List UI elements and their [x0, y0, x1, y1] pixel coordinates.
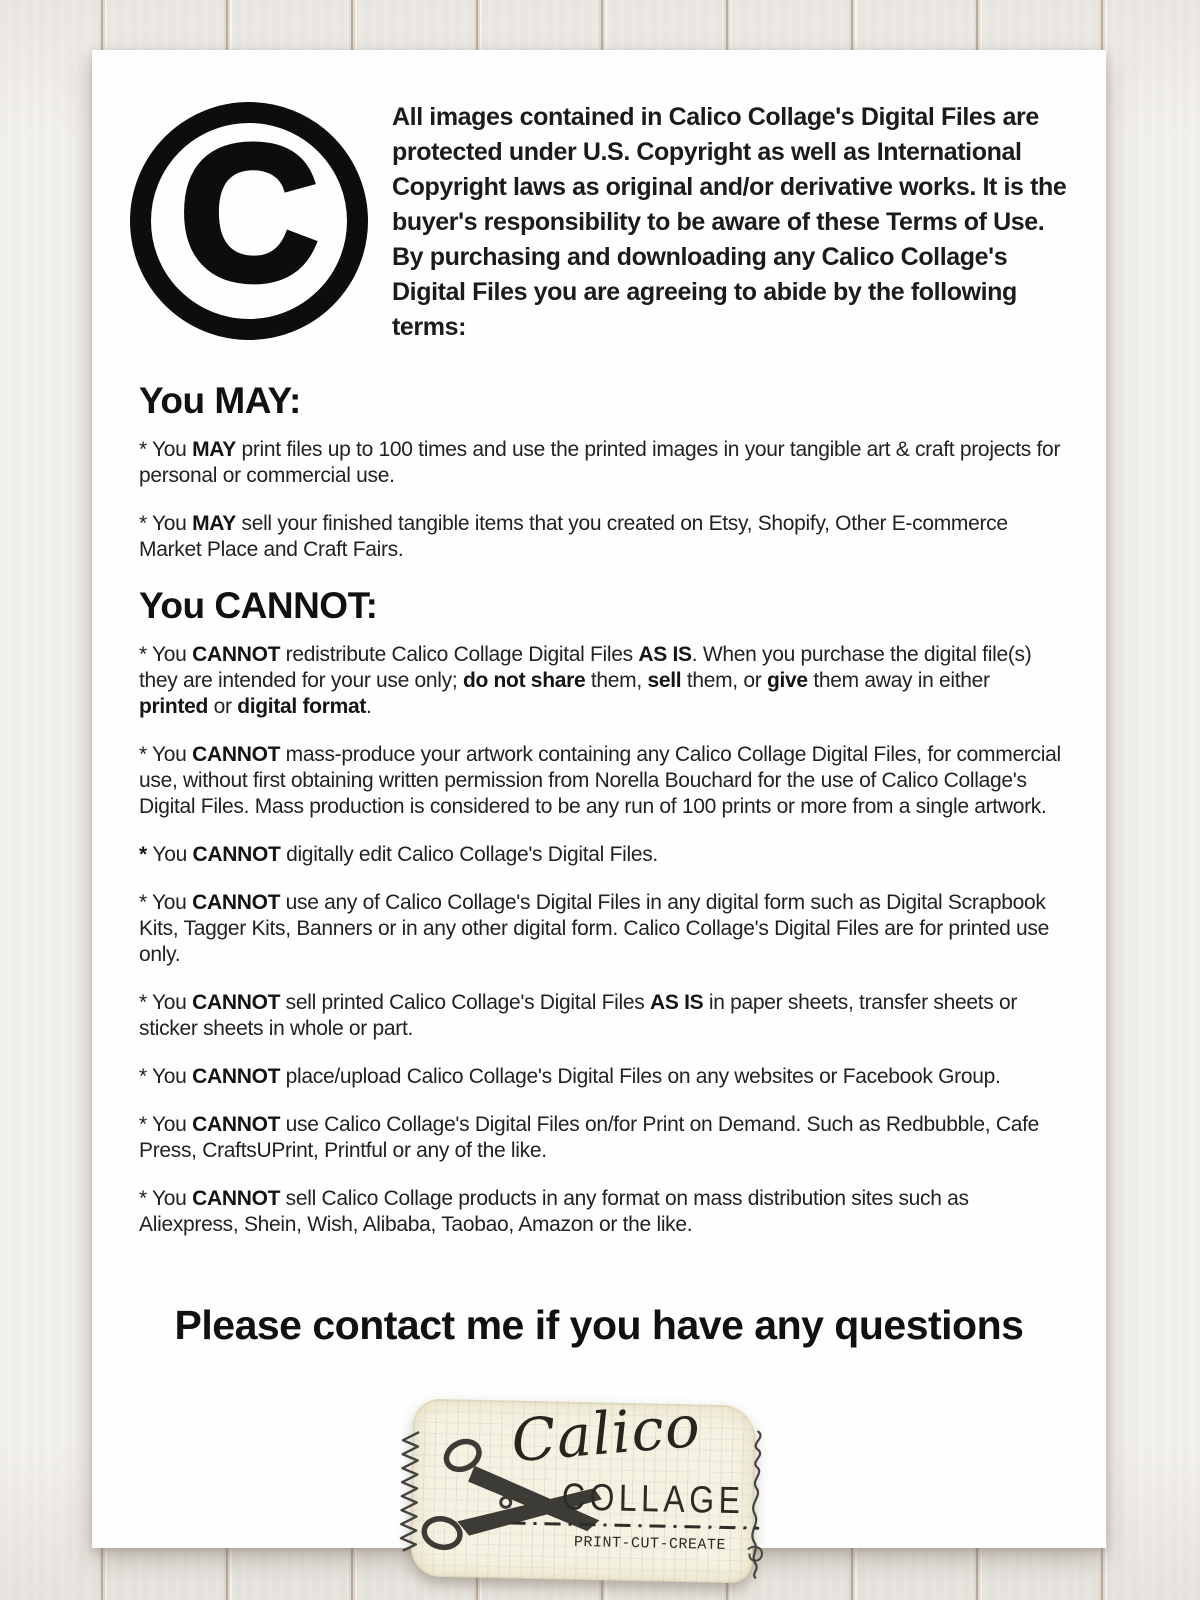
terms-document-paper — [92, 50, 1106, 1555]
terms-item-cannot-7: * You CANNOT use Calico Collage's Digital Files on/for Print on Demand. Such as Redbubble, Cafe Press, CraftsUPrint, Printful or any of the like. — [139, 1113, 1039, 1162]
terms-item-cannot-8: * You CANNOT sell Calico Collage products in any format on mass distribution sites such as Aliexpress, Shein, Wish, Alibaba, Taobao, Amazon or the like. — [139, 1187, 969, 1236]
terms-item-cannot-5: * You CANNOT sell printed Calico Collage's Digital Files AS IS in paper sheets, transfer sheets or sticker sheets in whole or part. — [139, 991, 1018, 1040]
terms-item-cannot-1: * You CANNOT redistribute Calico Collage Digital Files AS IS. When you purchase the digital file(s) they are intended for your use only; do not share them, sell them, or give them away in either printed or digital format. — [139, 643, 1032, 718]
intro-text: All images contained in Calico Collage's Digital Files are protected under U.S. Copyright as well as International Copyright laws as original and/or derivative works. It is the buyer's responsibility to be aware of these Terms of Use. By purchasing and downloading any Calico Collage's Digital Files you are agreeing to abide by the following terms: — [392, 103, 1067, 341]
section-heading-cannot: You CANNOT: — [139, 585, 378, 626]
copyright-letter: C — [179, 105, 319, 320]
section-heading-may: You MAY: — [139, 380, 301, 421]
terms-item-may-2: * You MAY sell your finished tangible items that you created on Etsy, Shopify, Other E-commerce Market Place and Craft Fairs. — [139, 512, 1008, 561]
right-thread-icon — [741, 1429, 772, 1580]
logo-caps-text: COLLAGE — [561, 1475, 745, 1522]
logo-script-text: Calico — [508, 1391, 704, 1476]
calico-collage-logo-label — [410, 1391, 756, 1583]
logo-tagline-text: PRINT-CUT-CREATE — [573, 1533, 727, 1555]
document-header — [92, 50, 1106, 380]
copyright-icon — [130, 102, 368, 340]
terms-item-cannot-6: * You CANNOT place/upload Calico Collage's Digital Files on any websites or Facebook Group. — [139, 1065, 1001, 1088]
terms-item-may-1: * You MAY print files up to 100 times and use the printed images in your tangible art & craft projects for personal or commercial use. — [139, 438, 1061, 487]
terms-item-cannot-4: * You CANNOT use any of Calico Collage's Digital Files in any digital form such as Digital Scrapbook Kits, Tagger Kits, Banners or in any other digital form. Calico Collage's Digital Files are for printed use only. — [139, 891, 1049, 966]
contact-heading: Please contact me if you have any questions — [174, 1302, 1024, 1348]
terms-item-cannot-2: * You CANNOT mass-produce your artwork containing any Calico Collage Digital Files, for commercial use, without first obtaining written permission from Norella Bouchard for the use of Calico Collage's Digital Files. Mass production is considered to be any run of 100 prints or more from a single artwork. — [139, 743, 1061, 818]
terms-item-cannot-3: * You CANNOT digitally edit Calico Collage's Digital Files. — [139, 843, 658, 866]
